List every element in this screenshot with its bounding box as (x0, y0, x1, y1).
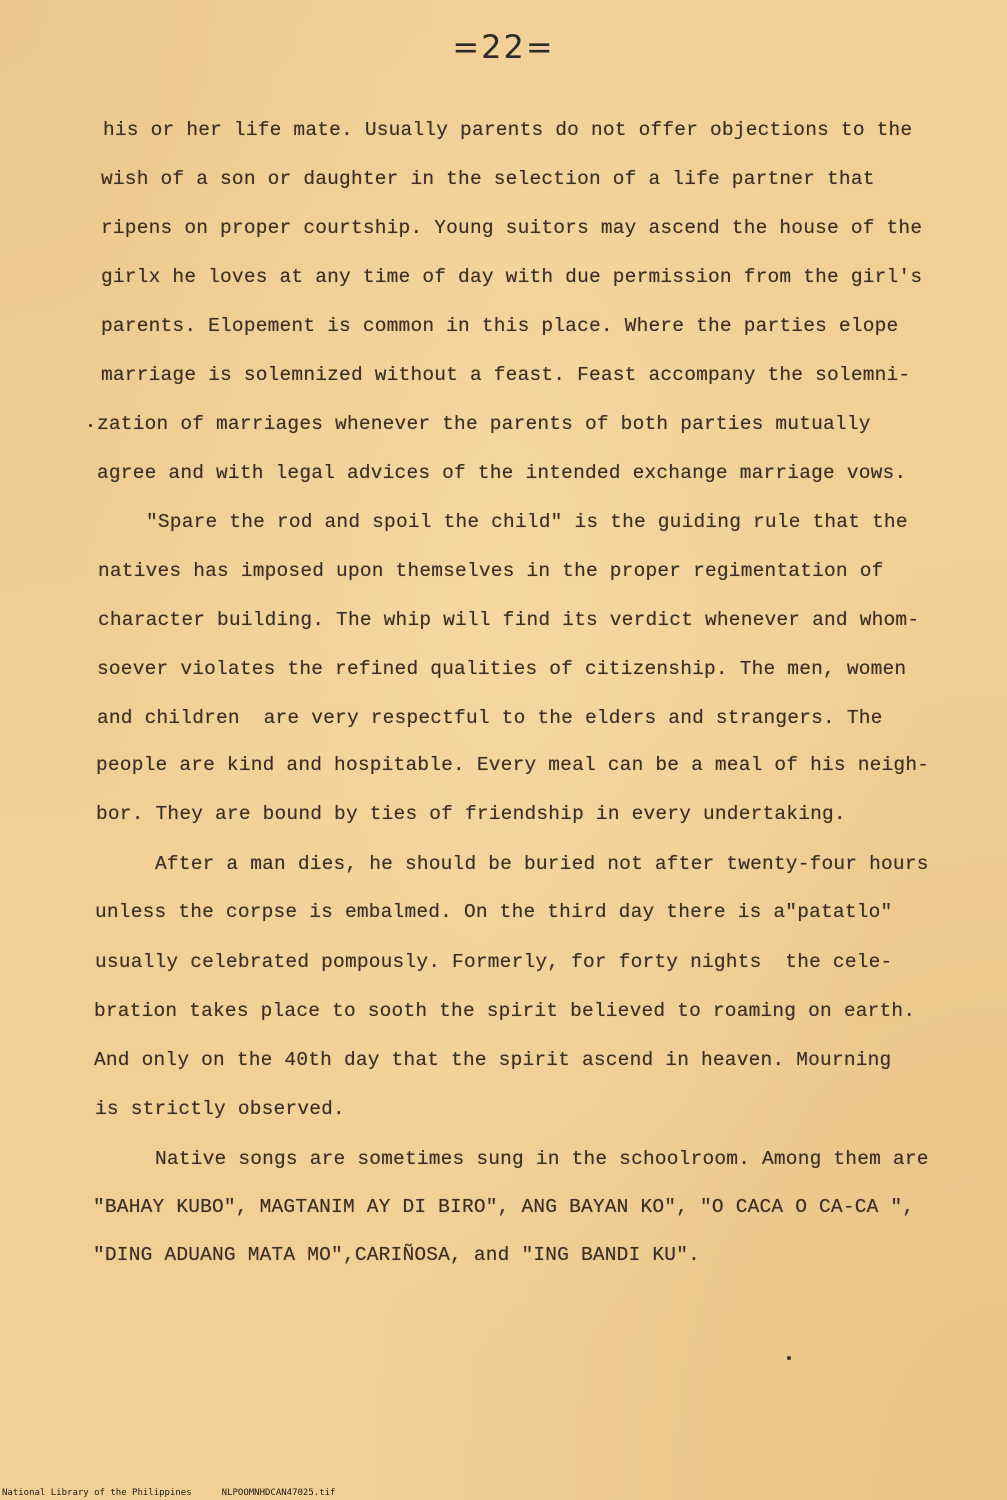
text-line: bration takes place to sooth the spirit believed to roaming on earth. (94, 1000, 916, 1022)
text-line: "DING ADUANG MATA MO",CARIÑOSA, and "ING BANDI KU". (93, 1244, 700, 1266)
text-line: marriage is solemnized without a feast. Feast accompany the solemni- (101, 364, 911, 386)
text-line: people are kind and hospitable. Every meal can be a meal of his neigh- (96, 754, 930, 776)
text-line: And only on the 40th day that the spirit ascend in heaven. Mourning (94, 1049, 892, 1071)
text-line: "BAHAY KUBO", MAGTANIM AY DI BIRO", ANG BAYAN KO", "O CACA O CA-CA ", (93, 1196, 915, 1218)
file-name: NLPOOMNHDCAN47025.tif (221, 1488, 336, 1498)
text-line: his or her life mate. Usually parents do not offer objections to the (103, 119, 913, 141)
ink-speck (89, 424, 92, 427)
ink-speck (787, 1356, 791, 1360)
text-line: natives has imposed upon themselves in the proper regimentation of (98, 560, 884, 582)
text-line: usually celebrated pompously. Formerly, for forty nights the cele- (95, 951, 893, 973)
text-line: unless the corpse is embalmed. On the third day there is a"patatlo" (95, 901, 893, 923)
text-line: After a man dies, he should be buried not after twenty-four hours (155, 853, 929, 875)
text-line: agree and with legal advices of the intended exchange marriage vows. (97, 462, 907, 484)
text-line: zation of marriages whenever the parents of both parties mutually (97, 413, 871, 435)
page-number: =22= (452, 28, 555, 66)
text-line: ripens on proper courtship. Young suitors may ascend the house of the (101, 217, 923, 239)
text-line: bor. They are bound by ties of friendship in every undertaking. (96, 803, 846, 825)
scan-footer (2, 1486, 1007, 1500)
library-credit: National Library of the Philippines (2, 1488, 192, 1498)
text-line: Native songs are sometimes sung in the schoolroom. Among them are (155, 1148, 929, 1170)
text-line: is strictly observed. (95, 1098, 345, 1120)
text-line: and children are very respectful to the elders and strangers. The (97, 707, 883, 729)
text-line: girlx he loves at any time of day with due permission from the girl's (101, 266, 923, 288)
text-line: character building. The whip will find its verdict whenever and whom- (98, 609, 920, 631)
text-line: soever violates the refined qualities of citizenship. The men, women (97, 658, 907, 680)
text-line: "Spare the rod and spoil the child" is the guiding rule that the (146, 511, 908, 533)
text-line: wish of a son or daughter in the selection of a life partner that (101, 168, 875, 190)
text-line: parents. Elopement is common in this place. Where the parties elope (101, 315, 899, 337)
